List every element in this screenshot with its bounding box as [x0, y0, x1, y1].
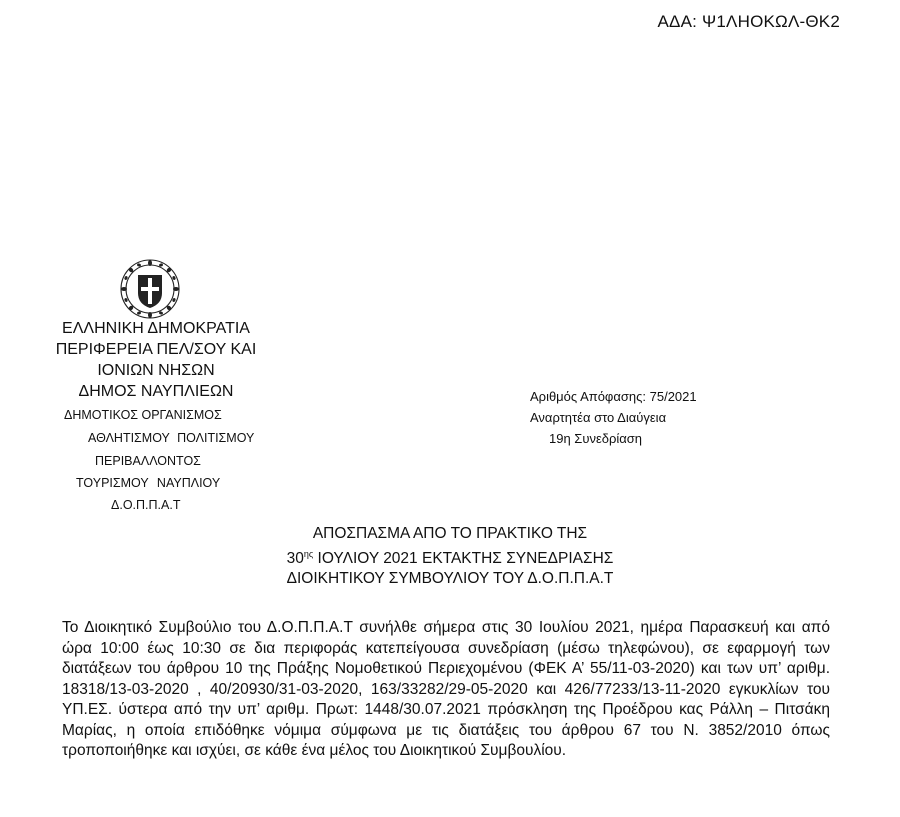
org-name-line4: ΤΟΥΡΙΣΜΟΥ ΝΑΥΠΛΙΟΥ: [76, 476, 221, 490]
org-name-line1: ΔΗΜΟΤΙΚΟΣ ΟΡΓΑΝΙΣΜΟΣ: [64, 408, 222, 422]
header-region-cont: ΙΟΝΙΩΝ ΝΗΣΩΝ: [97, 362, 215, 379]
greek-coat-of-arms-icon: [119, 258, 181, 320]
minutes-paragraph: Το Διοικητικό Συμβούλιο του Δ.Ο.Π.Π.Α.Τ συνήλθε σήμερα στις 30 Ιουλίου 2021, ημέρα Παρασκευή και από ώρα 10:00 έως 10:30 σε δια περιφοράς κατεπείγουσα συνεδρίαση (μέσω τηλεφώνου), σε εφαρμογή των διατάξεων του άρθρου 10 της Πράξης Νομοθετικού Περιεχομένου (ΦΕΚ Α’ 55/11-03-2020) και των υπ’ αριθμ. 18318/13-03-2020 , 40/20930/31-03-2020, 163/33282/29-05-2020 και 426/77233/13-11-2020 εγκυκλίων του ΥΠ.ΕΣ. ύστερα από την υπ’ αριθμ. Πρωτ: 1448/30.07.2021 πρόσκληση της Προέδρου κας Ράλλη – Πιτσάκη Μαρίας, η οποία επιδόθηκε νόμιμα σύμφωνα με τις διατάξεις του άρθρου 67 του Ν. 3852/2010 όπως τροποποιήθηκε και ισχύει, σε κάθε ένα μέλος του Διοικητικού Συμβουλίου.: [62, 619, 830, 759]
decision-number: Αριθμός Απόφασης: 75/2021: [530, 389, 697, 404]
excerpt-date-day: 30: [286, 550, 304, 568]
excerpt-line1: ΑΠΟΣΠΑΣΜΑ ΑΠΟ ΤΟ ΠΡΑΚΤΙΚΟ ΤΗΣ: [312, 525, 588, 542]
excerpt-line3: ΔΙΟΙΚΗΤΙΚΟΥ ΣΥΜΒΟΥΛΙΟΥ ΤΟΥ Δ.Ο.Π.Π.Α.Τ: [286, 570, 614, 588]
excerpt-title: [0, 524, 900, 589]
ada-code: ΑΔΑ: Ψ1ΛΗΟΚΩΛ-ΘΚ2: [657, 12, 840, 31]
excerpt-date-rest: ΙΟΥΛΙΟΥ 2021 ΕΚΤΑΚΤΗΣ ΣΥΝΕΔΡΙΑΣΗΣ: [313, 550, 614, 568]
excerpt-line2: [0, 544, 900, 569]
org-acronym: Δ.Ο.Π.Π.Α.Τ: [111, 498, 181, 512]
decision-info: [530, 386, 697, 449]
header-region: ΠΕΡΙΦΕΡΕΙΑ ΠΕΛ/ΣΟΥ ΚΑΙ: [55, 341, 257, 358]
posting-note: Αναρτητέα στο Διαύγεια: [530, 410, 667, 425]
org-name-line2: ΑΘΛΗΤΙΣΜΟΥ ΠΟΛΙΤΙΣΜΟΥ: [88, 431, 255, 445]
header-republic: ΕΛΛΗΝΙΚΗ ΔΗΜΟΚΡΑΤΙΑ: [62, 320, 250, 337]
org-name-line3: ΠΕΡΙΒΑΛΛΟΝΤΟΣ: [95, 454, 201, 468]
header-municipality: ΔΗΜΟΣ ΝΑΥΠΛΙΕΩΝ: [78, 383, 234, 400]
session-number: 19η Συνεδρίαση: [549, 431, 643, 446]
excerpt-date-suffix: ης: [303, 549, 314, 559]
